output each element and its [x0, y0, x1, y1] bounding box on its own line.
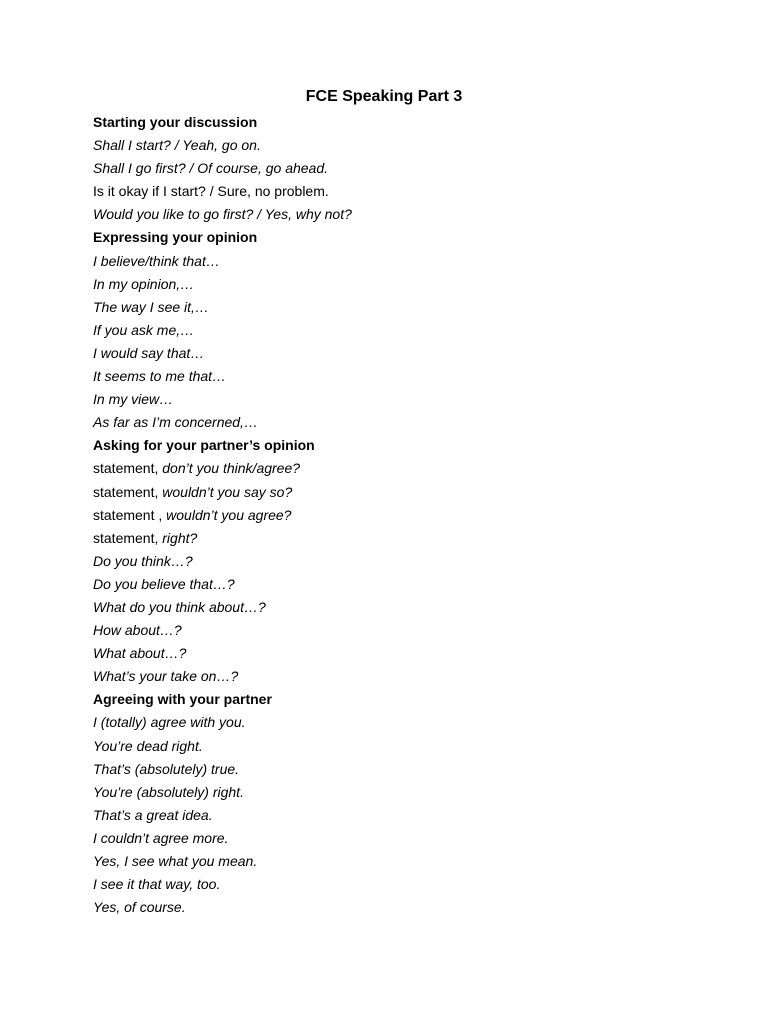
phrase-line — [93, 665, 693, 688]
page-title: FCE Speaking Part 3 — [305, 88, 463, 105]
phrase-text: Is it okay if I start? / Sure, no problem. — [93, 183, 329, 200]
phrase-text: I believe/think that… — [93, 252, 220, 269]
phrase-text: wouldn’t you say so? — [162, 483, 293, 500]
phrase-text: Shall I go first? / Of course, go ahead. — [93, 160, 329, 177]
phrase-text: How about…? — [93, 622, 182, 639]
phrase-line — [93, 596, 693, 619]
phrase-line — [93, 758, 693, 781]
phrase-line — [93, 850, 693, 873]
phrase-line — [93, 827, 693, 850]
phrase-line — [93, 134, 693, 157]
phrase-text: statement, — [93, 483, 163, 500]
phrase-line — [93, 180, 693, 203]
phrase-line — [93, 342, 693, 365]
phrase-line — [93, 804, 693, 827]
phrase-line — [93, 550, 693, 573]
phrase-text: If you ask me,… — [93, 321, 195, 338]
phrase-line — [93, 296, 693, 319]
phrase-text: Shall I start? / Yeah, go on. — [93, 137, 261, 154]
phrase-text: right? — [162, 529, 198, 546]
phrase-line — [93, 735, 693, 758]
phrase-line — [93, 527, 693, 550]
phrase-line — [93, 642, 693, 665]
phrase-line — [93, 873, 693, 896]
phrase-text: Would you like to go first? / Yes, why not? — [93, 206, 352, 223]
phrase-text: I couldn’t agree more. — [93, 829, 229, 846]
phrase-text: Do you believe that…? — [93, 575, 235, 592]
phrase-text: You’re (absolutely) right. — [93, 783, 244, 800]
phrase-text: don’t you think/agree? — [162, 460, 301, 477]
phrase-text: I would say that… — [93, 344, 205, 361]
phrase-text: statement , — [93, 506, 167, 523]
phrase-line — [93, 481, 693, 504]
phrase-line — [93, 573, 693, 596]
phrase-line — [93, 273, 693, 296]
phrase-text: wouldn’t you agree? — [166, 506, 292, 523]
section-heading: Expressing your opinion — [93, 229, 258, 246]
phrase-text: What about…? — [93, 645, 187, 662]
phrase-text: Yes, I see what you mean. — [93, 853, 258, 869]
document-body — [93, 111, 693, 919]
phrase-text: The way I see it,… — [93, 298, 209, 315]
phrase-text: Yes, of course. — [93, 899, 186, 916]
phrase-line — [93, 619, 693, 642]
phrase-line — [93, 157, 693, 180]
phrase-text: You’re dead right. — [93, 737, 203, 754]
phrase-text: statement, — [93, 529, 163, 546]
phrase-line — [93, 896, 693, 919]
phrase-text: That’s a great idea. — [93, 806, 213, 823]
phrase-line — [93, 250, 693, 273]
phrase-line — [93, 388, 693, 411]
section-heading: Asking for your partner’s opinion — [93, 437, 315, 454]
phrase-text: I (totally) agree with you. — [93, 714, 246, 731]
phrase-text: statement, — [93, 460, 163, 477]
phrase-text: In my view… — [93, 391, 174, 408]
section-heading: Starting your discussion — [93, 114, 258, 130]
phrase-text: I see it that way, too. — [93, 876, 221, 893]
phrase-line — [93, 711, 693, 734]
phrase-text: Do you think…? — [93, 552, 193, 569]
phrase-line — [93, 504, 693, 527]
phrase-text: What do you think about…? — [93, 598, 266, 615]
phrase-line — [93, 457, 693, 480]
phrase-text: It seems to me that… — [93, 368, 227, 385]
phrase-line — [93, 365, 693, 388]
phrase-line — [93, 781, 693, 804]
phrase-text: In my opinion,… — [93, 275, 195, 292]
phrase-line — [93, 319, 693, 342]
phrase-text: As far as I’m concerned,… — [93, 414, 258, 431]
section-heading: Agreeing with your partner — [93, 691, 272, 708]
phrase-line — [93, 411, 693, 434]
phrase-text: That’s (absolutely) true. — [93, 760, 240, 777]
phrase-text: What’s your take on…? — [93, 668, 239, 685]
phrase-line — [93, 203, 693, 226]
